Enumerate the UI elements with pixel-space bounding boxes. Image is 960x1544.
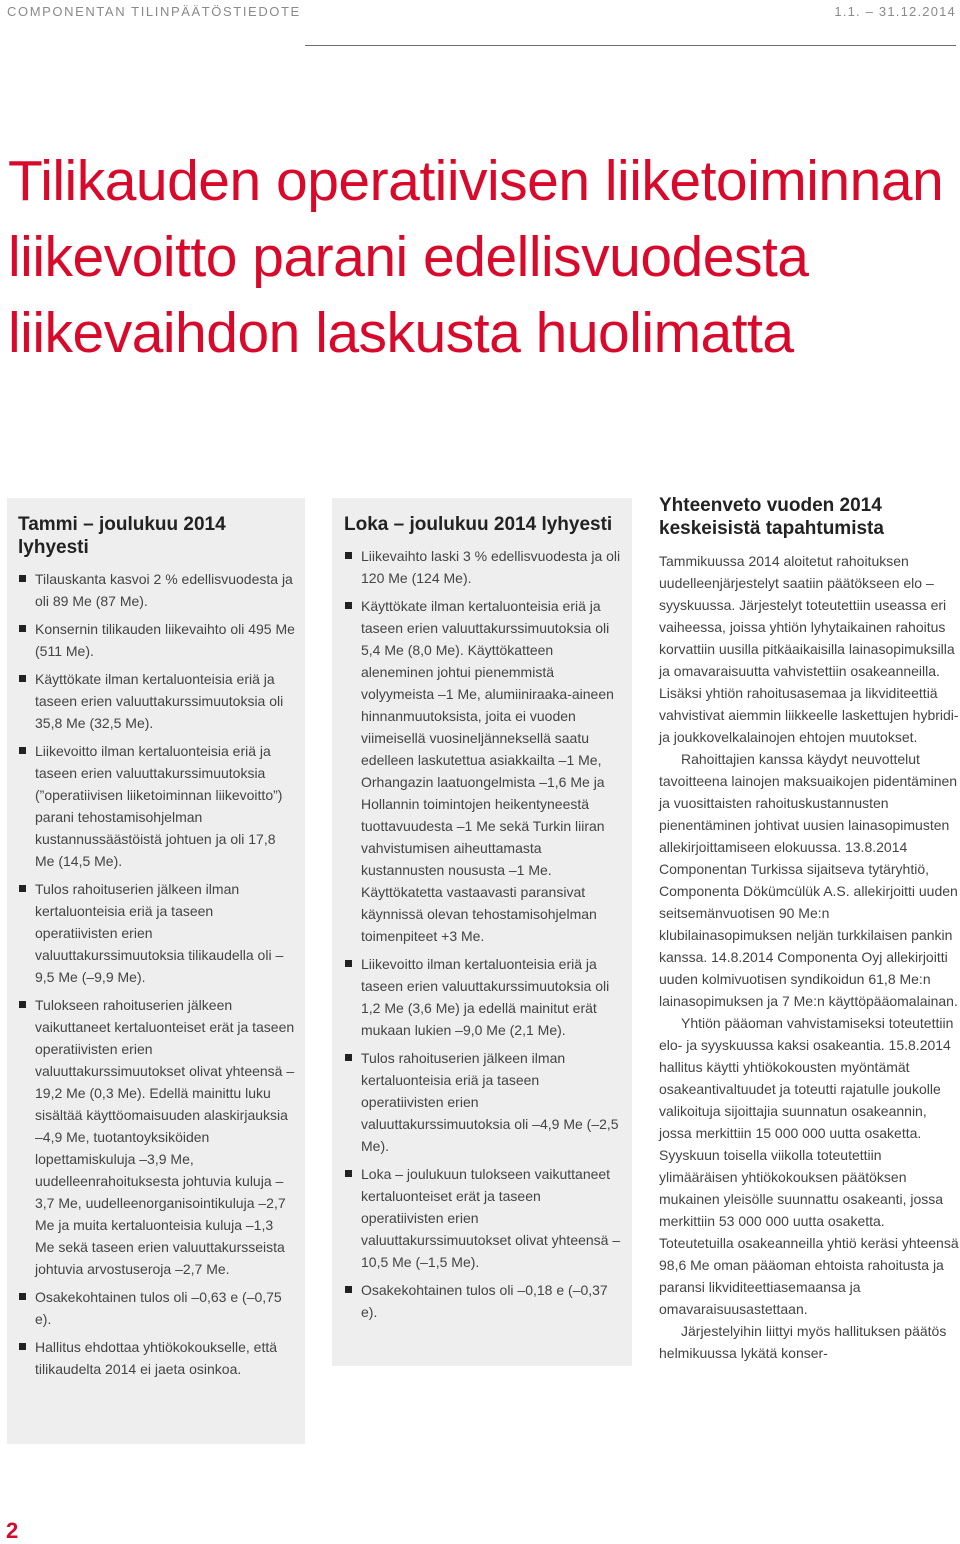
list-item-text: Tilauskanta kasvoi 2 % edellisvuodesta ja oli 89 Me (87 Me).	[35, 571, 293, 609]
page-number: 2	[6, 1518, 19, 1543]
list-item-text: Käyttökate ilman kertaluonteisia eriä ja taseen erien valuuttakurssimuutoksia oli 5,4 Me (8,0 Me). Käyttökatteen aleneminen johtui pienemmistä volyymeista –1 Me, alumiiniraaka-aineen hinnanmuutoksista, joita ei vuoden viimeisellä vuosineljänneksellä saatu edelleen laskutettua asiakkailta –1 Me, Orhangazin laatuongelmista –1,6 Me ja Hollannin toimintojen heikentyneestä tuottavuudesta –1 Me sekä Turkin liiran vahvistumisen aiheuttamasta kustannusten noususta –1 Me. Käyttökatetta vastaavasti paransivat käynnissä olevan tehostamisohjelman toimenpiteet +3 Me.	[361, 598, 614, 944]
list-item	[344, 953, 624, 1041]
list-item	[18, 740, 295, 872]
list-item-text: Konsernin tilikauden liikevaihto oli 495 Me (511 Me).	[35, 621, 295, 659]
document-title: COMPONENTAN TILINPÄÄTÖSTIEDOTE	[7, 4, 301, 19]
list-item	[18, 1336, 295, 1380]
list-item	[344, 1047, 624, 1157]
body-paragraph: Yhtiön pääoman vahvistamiseksi toteutettiin elo- ja syyskuussa kaksi osakeantia. 15.8.2014 hallitus käytti yhtiökokousten myöntämät osakeantivaltuudet ja toteutti rajatulle joukolle valikoituja sijoittajia suunnatun osakeannin, jossa merkittiin 15 000 000 uutta osaketta. Syyskuun toisella viikolla toteutettiin ylimääräisen yhtiökokouksen päätöksen mukainen yleisölle suunnattu osakeanti, jossa merkittiin 53 000 000 uutta osaketta. Toteutetuilla osakeanneilla yhtiö keräsi yhteensä 98,6 Me oman pääoman ehtoista rahoitusta ja paransi likviditeettiasemaansa ja omavaraisuusastettaan.	[659, 1015, 959, 1317]
list-item	[18, 568, 295, 612]
square-bullet-icon	[345, 1286, 352, 1293]
list-item-text: Tulos rahoituserien jälkeen ilman kertaluonteisia eriä ja taseen operatiivisten erien valuuttakurssimuutoksia oli –4,9 Me (–2,5 Me).	[361, 1050, 619, 1154]
q4-summary-title: Loka – joulukuu 2014 lyhyesti	[344, 514, 613, 535]
page-header	[0, 0, 960, 48]
square-bullet-icon	[19, 575, 26, 582]
square-bullet-icon	[19, 1293, 26, 1300]
list-item-text: Hallitus ehdottaa yhtiökokoukselle, että tilikaudelta 2014 ei jaeta osinkoa.	[35, 1339, 278, 1377]
list-item-text: Tulos rahoituserien jälkeen ilman kertaluonteisia eriä ja taseen operatiivisten erien valuuttakurssimuutoksia tilikaudella oli –9,5 Me (–9,9 Me).	[35, 881, 284, 985]
report-period: 1.1. – 31.12.2014	[834, 4, 956, 19]
full-year-summary-box	[7, 498, 305, 1444]
square-bullet-icon	[19, 747, 26, 754]
square-bullet-icon	[345, 602, 352, 609]
list-item	[344, 1163, 624, 1273]
list-item	[344, 1279, 624, 1323]
square-bullet-icon	[345, 552, 352, 559]
list-item	[344, 595, 624, 947]
full-year-summary-title: Tammi – joulukuu 2014 lyhyesti	[18, 514, 226, 558]
square-bullet-icon	[345, 1054, 352, 1061]
list-item-text: Tulokseen rahoituserien jälkeen vaikuttaneet kertaluonteiset erät ja taseen operatiivisten erien valuuttakurssimuutokset olivat yhteensä –19,2 Me (0,3 Me). Edellä mainittu luku sisältää käyttöomaisuuden alaskirjauksia –4,9 Me, tuotantoyksiköiden lopettamiskuluja –3,9 Me, uudelleenrahoituksesta johtuvia kuluja –3,7 Me, uudelleenorganisointikuluja –2,7 Me ja muita kertaluonteisia kuluja –1,3 Me sekä taseen erien valuuttakursseista johtuvia arvostuseroja –2,7 Me.	[35, 997, 295, 1277]
key-events-column	[659, 494, 959, 1364]
q4-summary-box	[332, 498, 632, 1366]
list-item-text: Käyttökate ilman kertaluonteisia eriä ja taseen erien valuuttakurssimuutoksia oli 35,8 Me (32,5 Me).	[35, 671, 284, 731]
list-item-text: Liikevoitto ilman kertaluonteisia eriä ja taseen erien valuuttakurssimuutoksia (”operatiivisen liiketoiminnan liikevoitto”) parani tehostamisohjelman kustannussäästöistä johtuen ja oli 17,8 Me (14,5 Me).	[35, 743, 283, 869]
list-item-text: Loka – joulukuun tulokseen vaikuttaneet kertaluonteiset erät ja taseen operatiivisten erien valuuttakurssimuutokset olivat yhteensä –10,5 Me (–1,5 Me).	[361, 1166, 621, 1270]
list-item-text: Liikevaihto laski 3 % edellisvuodesta ja oli 120 Me (124 Me).	[361, 548, 621, 586]
full-year-summary-list	[18, 568, 295, 1380]
body-paragraph: Rahoittajien kanssa käydyt neuvottelut tavoitteena lainojen maksuaikojen pidentäminen ja vuosittaisten rahoituskustannusten pienentäminen johtivat uusien lainasopimusten allekirjoittamiseen elokuussa. 13.8.2014 Componentan Turkissa sijaitseva tytäryhtiö, Componenta Dökümcülük A.S. allekirjoitti uuden seitsemänvuotisen 90 Me:n klubilainasopimuksen neljän turkkilaisen pankin kanssa. 14.8.2014 Componenta Oyj allekirjoitti uuden kolmivuotisen syndikoidun 61,8 Me:n lainasopimuksen ja 7 Me:n käyttöpääomalainan.	[659, 751, 958, 1009]
square-bullet-icon	[19, 1001, 26, 1008]
square-bullet-icon	[345, 960, 352, 967]
square-bullet-icon	[19, 675, 26, 682]
list-item	[18, 618, 295, 662]
list-item	[344, 545, 624, 589]
list-item-text: Osakekohtainen tulos oli –0,18 e (–0,37 e).	[361, 1282, 608, 1320]
key-events-title: Yhteenveto vuoden 2014 keskeisistä tapahtumista	[659, 495, 884, 539]
list-item-text: Liikevoitto ilman kertaluonteisia eriä ja taseen erien valuuttakurssimuutoksia oli 1,2 Me (3,6 Me) ja edellä mainitut erät mukaan lukien –9,0 Me (2,1 Me).	[361, 956, 610, 1038]
square-bullet-icon	[19, 625, 26, 632]
list-item	[18, 1286, 295, 1330]
body-paragraph: Tammikuussa 2014 aloitetut rahoituksen uudelleenjärjestelyt saatiin päätökseen elo – syyskuussa. Järjestelyt toteutettiin useassa eri vaiheessa, joissa yhtiön lyhytaikainen rahoitus korvattiin uusilla pitkäaikaisilla lainasopimuksilla ja omavaraisuutta vahvistettiin osakeanneilla. Lisäksi yhtiön rahoitusasemaa ja likviditeettiä vahvistivat aiemmin liikkeelle laskettujen hybridi- ja joukkovelkalainojen ehtojen muutokset.	[659, 553, 959, 745]
list-item	[18, 878, 295, 988]
list-item	[18, 668, 295, 734]
headline: Tilikauden operatiivisen liiketoiminnan liikevoitto parani edellisvuodesta liikevaihdon laskusta huolimatta	[8, 149, 944, 365]
body-paragraph: Järjestelyihin liittyi myös hallituksen päätös helmikuussa lykätä konser-	[659, 1323, 947, 1361]
list-item-text: Osakekohtainen tulos oli –0,63 e (–0,75 e).	[35, 1289, 282, 1327]
square-bullet-icon	[345, 1170, 352, 1177]
list-item	[18, 994, 295, 1280]
square-bullet-icon	[19, 885, 26, 892]
square-bullet-icon	[19, 1343, 26, 1350]
header-divider	[305, 45, 956, 46]
q4-summary-list	[344, 545, 624, 1323]
